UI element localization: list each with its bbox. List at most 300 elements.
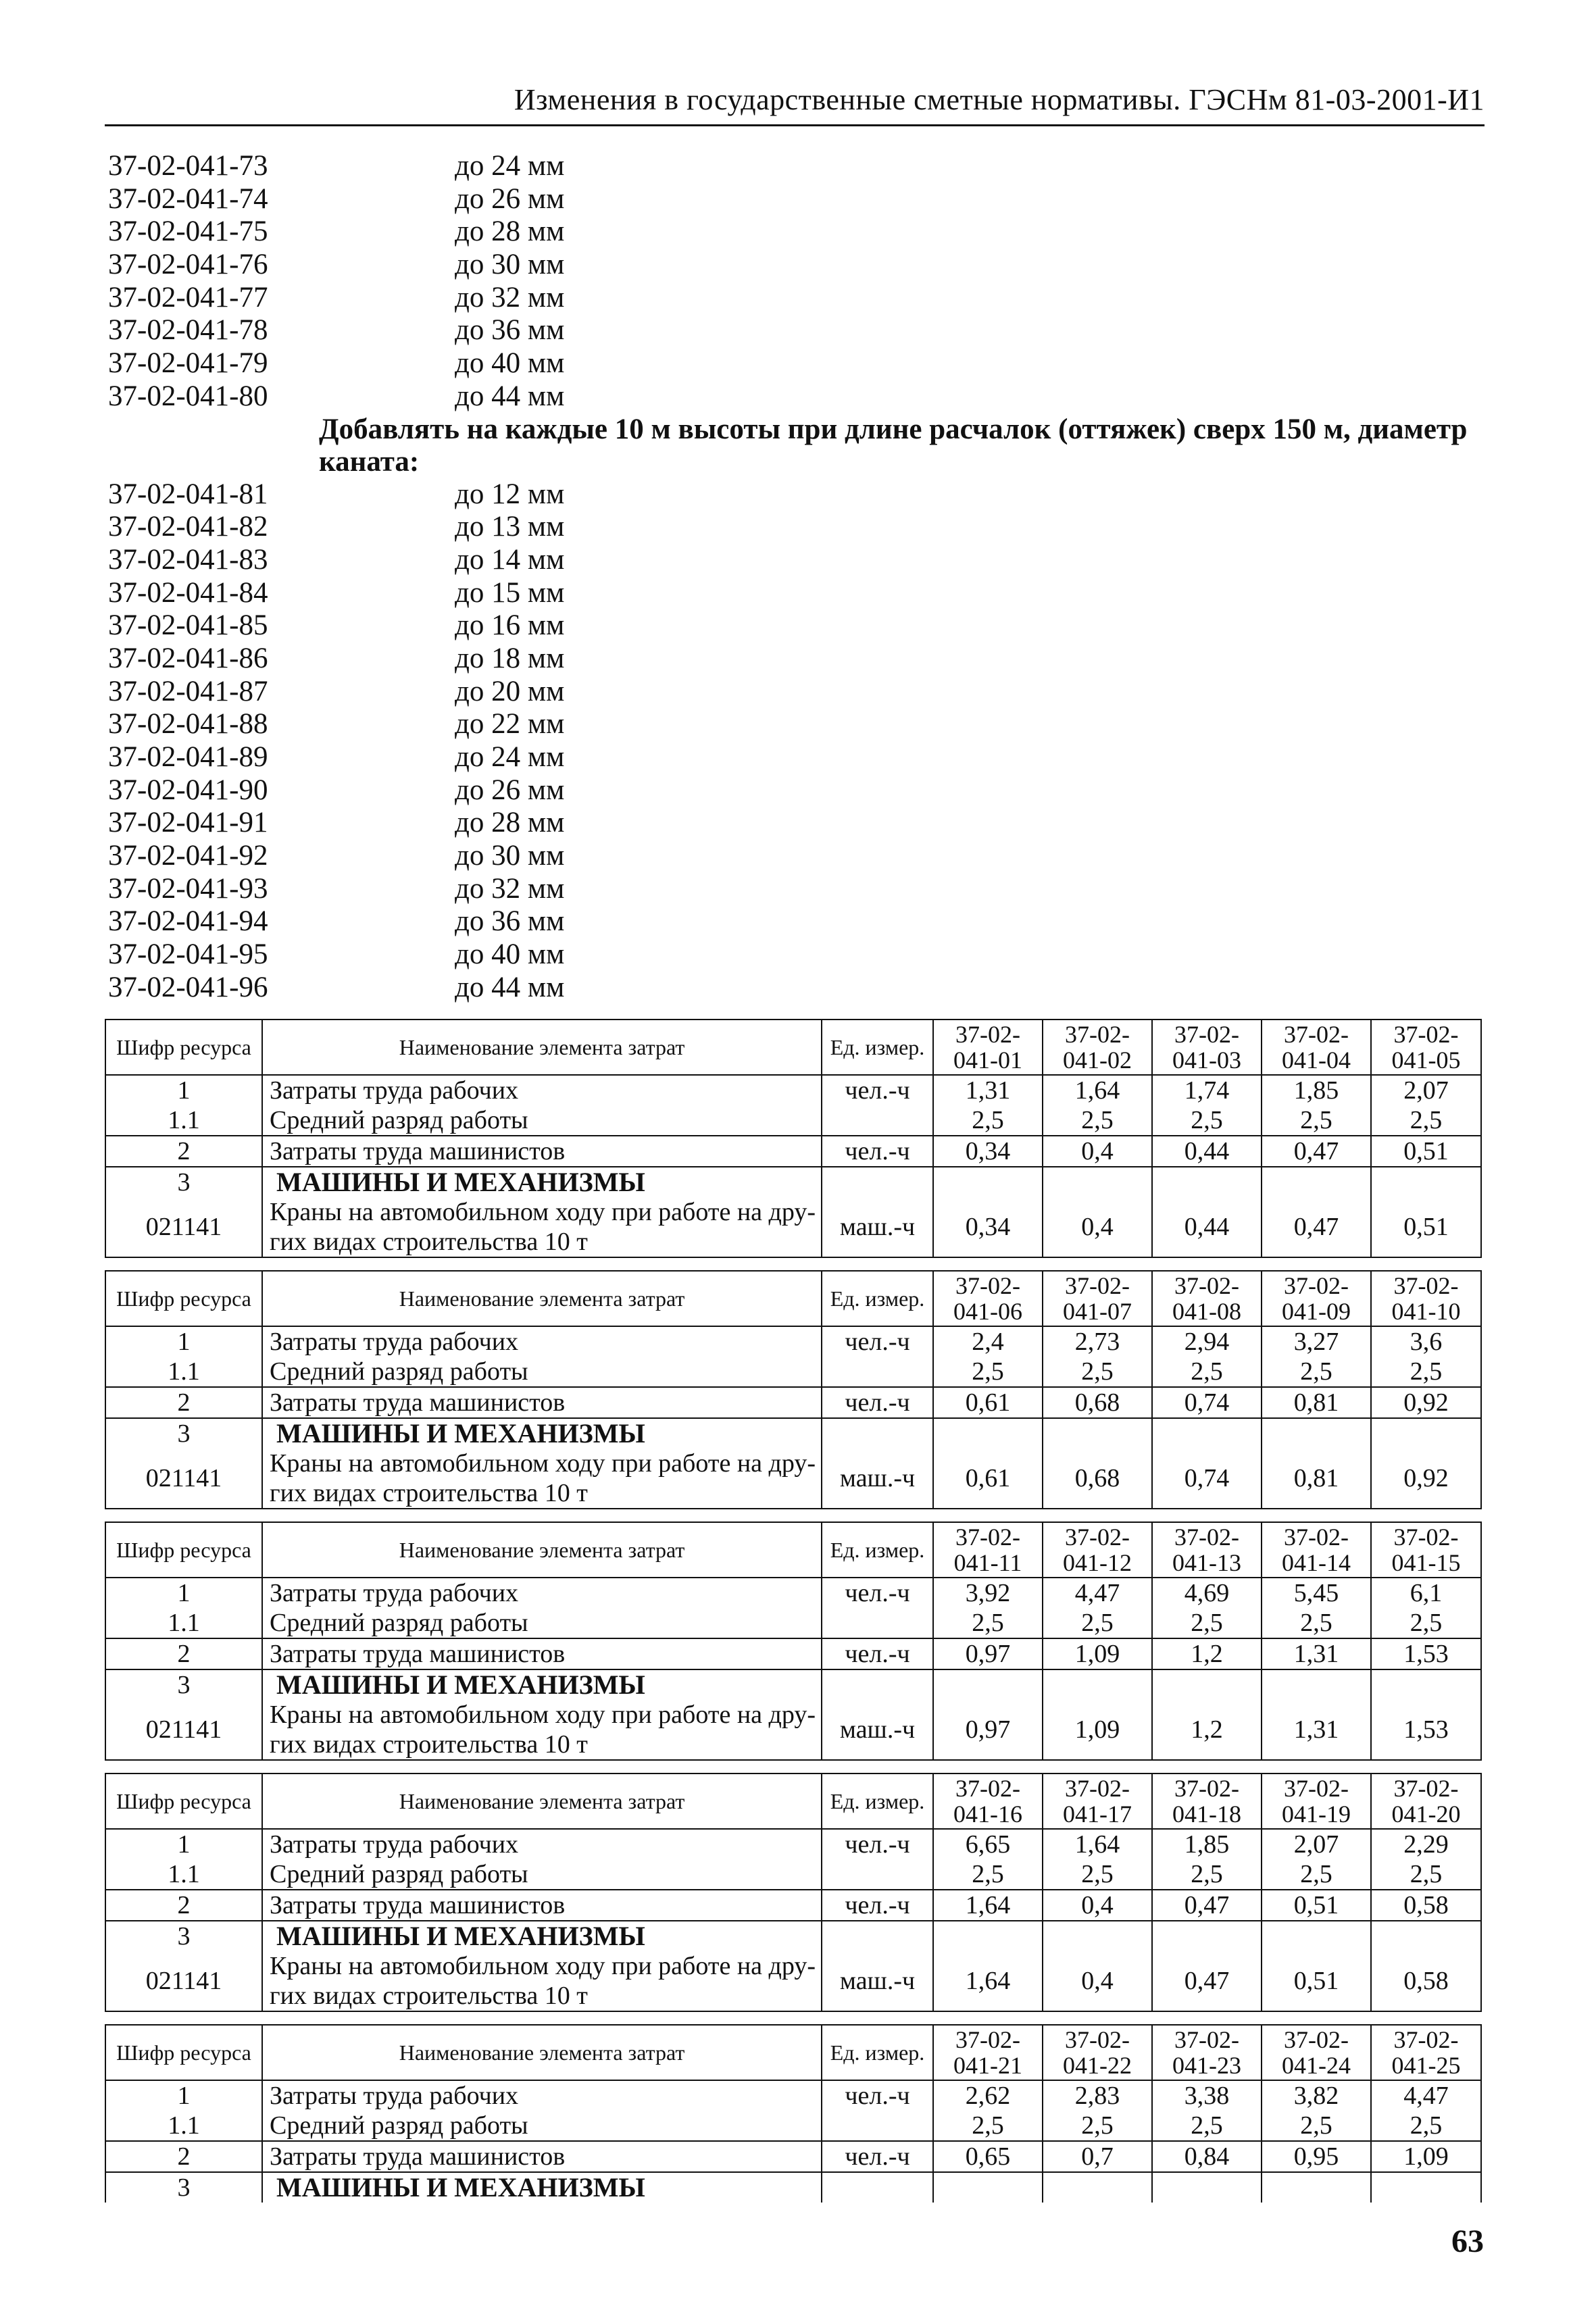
code-row (108, 249, 1487, 282)
norm-code-line-1: 37-02- (1393, 1272, 1459, 1299)
value-cell: 2,5 (1371, 2111, 1481, 2141)
value-cell: 0,47 (1152, 1951, 1262, 2011)
value-cell: 2,5 (933, 1859, 1043, 1890)
norm-code-line-2: 041-11 (953, 1549, 1022, 1576)
value-cell: 0,4 (1043, 1197, 1152, 1257)
norm-code-line-2: 041-05 (1391, 1047, 1461, 1074)
value-cell (933, 1418, 1043, 1449)
value-cell (1371, 1418, 1481, 1449)
value-cell (1152, 1669, 1262, 1700)
table-row (105, 1387, 1481, 1418)
code-row (108, 380, 1487, 413)
value-cell (1043, 1418, 1152, 1449)
row-name: Затраты труда рабочих (262, 1829, 822, 1859)
value-cell: 0,97 (933, 1638, 1043, 1669)
value-cell: 3,38 (1152, 2080, 1262, 2111)
resource-description: до 14 мм (455, 543, 565, 576)
norms-table (105, 1773, 1482, 2012)
value-cell: 2,5 (1152, 1357, 1262, 1387)
resource-code: 37-02-041-93 (108, 872, 268, 905)
header-norm-code (1152, 1774, 1262, 1829)
value-cell: 0,51 (1262, 1890, 1371, 1921)
value-cell (1152, 1921, 1262, 1951)
row-name (262, 1951, 822, 2011)
norm-code-line-2: 041-04 (1282, 1047, 1351, 1074)
value-cell: 3,27 (1262, 1326, 1371, 1357)
norm-code-line-1: 37-02- (1174, 1021, 1239, 1048)
row-code: 1 (105, 1829, 262, 1859)
value-cell: 2,5 (1152, 1105, 1262, 1136)
row-unit (822, 1921, 933, 1951)
norm-code-line-2: 041-19 (1282, 1801, 1351, 1828)
row-unit (822, 1608, 933, 1638)
row-unit: чел.-ч (822, 1136, 933, 1167)
value-cell: 1,74 (1152, 1075, 1262, 1105)
machine-name-line-1: Краны на автомобильном ходу при работе на дру- (270, 1449, 816, 1478)
value-cell: 2,5 (1043, 1859, 1152, 1890)
row-code: 021141 (105, 1951, 262, 2011)
value-cell (1043, 1921, 1152, 1951)
resource-code: 37-02-041-75 (108, 216, 268, 248)
resource-description: до 44 мм (455, 971, 565, 1003)
resource-code: 37-02-041-85 (108, 609, 268, 642)
row-name: Затраты труда рабочих (262, 1578, 822, 1608)
header-norm-code (1262, 1020, 1371, 1075)
code-row (108, 905, 1487, 938)
resource-code: 37-02-041-96 (108, 971, 268, 1003)
value-cell: 1,53 (1371, 1638, 1481, 1669)
header-norm-code (1043, 1271, 1152, 1326)
code-list (108, 150, 1487, 1005)
table-row (105, 1418, 1481, 1449)
value-cell: 4,69 (1152, 1578, 1262, 1608)
machine-name-line-1: Краны на автомобильном ходу при работе на дру- (270, 1198, 816, 1226)
header-norm-code (1371, 1774, 1481, 1829)
resource-code: 37-02-041-90 (108, 774, 268, 806)
value-cell: 2,5 (1262, 1859, 1371, 1890)
code-row (108, 478, 1487, 511)
page-number: 63 (1451, 2223, 1484, 2259)
table-row (105, 2172, 1481, 2203)
value-cell: 1,31 (933, 1075, 1043, 1105)
table-row (105, 1890, 1481, 1921)
resource-description: до 15 мм (455, 576, 565, 609)
code-row (108, 347, 1487, 380)
row-code: 2 (105, 1136, 262, 1167)
row-name: Средний разряд работы (262, 1357, 822, 1387)
norm-code-line-1: 37-02- (1174, 1524, 1239, 1551)
header-norm-code (933, 1774, 1043, 1829)
resource-description: до 13 мм (455, 511, 565, 543)
resource-description: до 22 мм (455, 708, 565, 740)
row-code: 3 (105, 1418, 262, 1449)
value-cell: 2,07 (1371, 1075, 1481, 1105)
resource-code: 37-02-041-92 (108, 840, 268, 872)
value-cell: 0,4 (1043, 1890, 1152, 1921)
table-header-row (105, 1774, 1481, 1829)
value-cell: 0,95 (1262, 2141, 1371, 2172)
value-cell: 1,09 (1043, 1700, 1152, 1760)
resource-description: до 32 мм (455, 281, 565, 313)
resource-description: до 40 мм (455, 938, 565, 971)
value-cell: 1,64 (933, 1951, 1043, 2011)
norm-code-line-2: 041-09 (1282, 1298, 1351, 1325)
value-cell: 2,5 (1371, 1357, 1481, 1387)
row-code: 1.1 (105, 1859, 262, 1890)
header-norm-code (1371, 1271, 1481, 1326)
norm-code-line-1: 37-02- (1284, 1021, 1349, 1048)
resource-description: до 20 мм (455, 675, 565, 707)
row-code: 021141 (105, 1449, 262, 1509)
norm-code-line-1: 37-02- (1065, 1021, 1130, 1048)
norms-table (105, 2024, 1482, 2203)
section-heading: МАШИНЫ И МЕХАНИЗМЫ (262, 1669, 822, 1700)
code-row (108, 938, 1487, 972)
row-unit (822, 1418, 933, 1449)
header-norm-code (1043, 2025, 1152, 2080)
value-cell: 0,58 (1371, 1951, 1481, 2011)
code-row (108, 972, 1487, 1005)
resource-description: до 44 мм (455, 380, 565, 412)
norm-code-line-1: 37-02- (1174, 1775, 1239, 1802)
value-cell (1262, 1669, 1371, 1700)
header-name: Наименование элемента затрат (262, 1522, 822, 1578)
norm-code-line-1: 37-02- (1284, 1775, 1349, 1802)
code-row (108, 544, 1487, 577)
row-unit: чел.-ч (822, 1326, 933, 1357)
value-cell (1262, 1167, 1371, 1197)
resource-code: 37-02-041-91 (108, 807, 268, 839)
row-unit: чел.-ч (822, 1829, 933, 1859)
value-cell: 2,5 (933, 1105, 1043, 1136)
section-heading: МАШИНЫ И МЕХАНИЗМЫ (262, 2172, 822, 2203)
norm-code-line-2: 041-17 (1063, 1801, 1132, 1828)
row-code: 3 (105, 1167, 262, 1197)
row-unit: маш.-ч (822, 1951, 933, 2011)
code-row (108, 511, 1487, 544)
code-row (108, 183, 1487, 216)
header-norm-code (933, 1271, 1043, 1326)
resource-description: до 28 мм (455, 807, 565, 839)
value-cell: 1,2 (1152, 1638, 1262, 1669)
header-norm-code (1043, 1522, 1152, 1578)
row-name (262, 1197, 822, 1257)
norm-code-line-1: 37-02- (1393, 1775, 1459, 1802)
header-norm-code (1262, 1774, 1371, 1829)
header-norm-code (1262, 1271, 1371, 1326)
norm-code-line-1: 37-02- (1174, 2026, 1239, 2053)
row-name: Затраты труда машинистов (262, 2141, 822, 2172)
table-header-row (105, 1271, 1481, 1326)
resource-code: 37-02-041-76 (108, 249, 268, 281)
table-row (105, 2141, 1481, 2172)
value-cell: 1,09 (1043, 1638, 1152, 1669)
value-cell: 0,65 (933, 2141, 1043, 2172)
resource-description: до 16 мм (455, 609, 565, 642)
row-name: Средний разряд работы (262, 1105, 822, 1136)
value-cell: 2,5 (933, 1608, 1043, 1638)
machine-name-line-2: гих видах строительства 10 т (270, 1228, 588, 1256)
header-name: Наименование элемента затрат (262, 2025, 822, 2080)
value-cell: 1,85 (1152, 1829, 1262, 1859)
row-code: 3 (105, 1921, 262, 1951)
norm-code-line-1: 37-02- (1284, 1272, 1349, 1299)
header-norm-code (933, 1020, 1043, 1075)
table-row (105, 1326, 1481, 1357)
row-unit: чел.-ч (822, 1638, 933, 1669)
resource-code: 37-02-041-79 (108, 347, 268, 380)
code-row (108, 807, 1487, 840)
value-cell: 2,94 (1152, 1326, 1262, 1357)
header-unit: Ед. измер. (822, 1271, 933, 1326)
table-header-row (105, 1522, 1481, 1578)
value-cell: 1,09 (1371, 2141, 1481, 2172)
row-unit (822, 1859, 933, 1890)
norm-code-line-2: 041-13 (1172, 1549, 1241, 1576)
table-row (105, 1700, 1481, 1760)
value-cell: 0,81 (1262, 1449, 1371, 1509)
row-unit (822, 1167, 933, 1197)
row-code: 1 (105, 1326, 262, 1357)
value-cell: 2,5 (1043, 2111, 1152, 2141)
norm-code-line-1: 37-02- (1393, 1524, 1459, 1551)
value-cell: 0,58 (1371, 1890, 1481, 1921)
row-unit: чел.-ч (822, 1578, 933, 1608)
value-cell (933, 1167, 1043, 1197)
value-cell: 0,47 (1262, 1197, 1371, 1257)
resource-description: до 26 мм (455, 774, 565, 806)
value-cell: 1,64 (933, 1890, 1043, 1921)
row-code: 2 (105, 1387, 262, 1418)
norm-code-line-2: 041-01 (953, 1047, 1022, 1074)
resource-code: 37-02-041-95 (108, 938, 268, 971)
value-cell: 0,34 (933, 1197, 1043, 1257)
table-row (105, 1859, 1481, 1890)
norm-code-line-1: 37-02- (955, 1775, 1020, 1802)
value-cell: 0,97 (933, 1700, 1043, 1760)
resource-code: 37-02-041-80 (108, 380, 268, 412)
value-cell: 2,5 (1262, 1608, 1371, 1638)
value-cell (933, 2172, 1043, 2203)
value-cell: 3,82 (1262, 2080, 1371, 2111)
value-cell: 2,5 (1371, 1608, 1481, 1638)
value-cell: 0,81 (1262, 1387, 1371, 1418)
row-unit (822, 2172, 933, 2203)
row-name: Затраты труда рабочих (262, 1326, 822, 1357)
header-norm-code (1152, 1271, 1262, 1326)
row-code: 1.1 (105, 1608, 262, 1638)
code-row (108, 873, 1487, 906)
table-row (105, 1608, 1481, 1638)
value-cell (1152, 2172, 1262, 2203)
norm-code-line-1: 37-02- (955, 2026, 1020, 2053)
table-row (105, 1197, 1481, 1257)
value-cell: 0,44 (1152, 1136, 1262, 1167)
header-name: Наименование элемента затрат (262, 1020, 822, 1075)
value-cell: 0,47 (1262, 1136, 1371, 1167)
row-unit: маш.-ч (822, 1197, 933, 1257)
resource-code: 37-02-041-73 (108, 150, 268, 182)
norm-code-line-2: 041-18 (1172, 1801, 1241, 1828)
resource-code: 37-02-041-74 (108, 182, 268, 215)
norm-code-line-2: 041-12 (1063, 1549, 1132, 1576)
code-row (108, 314, 1487, 347)
value-cell: 0,51 (1262, 1951, 1371, 2011)
header-code: Шифр ресурса (105, 1271, 262, 1326)
norm-code-line-1: 37-02- (1065, 1524, 1130, 1551)
code-row (108, 150, 1487, 183)
row-code: 021141 (105, 1700, 262, 1760)
value-cell: 3,92 (933, 1578, 1043, 1608)
note-text: Добавлять на каждые 10 м высоты при длине расчалок (оттяжек) сверх 150 м, диаметр каната: (319, 413, 1468, 478)
norms-table (105, 1521, 1482, 1761)
resource-code: 37-02-041-94 (108, 905, 268, 938)
value-cell (1371, 1921, 1481, 1951)
value-cell: 2,4 (933, 1326, 1043, 1357)
value-cell: 1,53 (1371, 1700, 1481, 1760)
norm-code-line-2: 041-20 (1391, 1801, 1461, 1828)
norm-code-line-2: 041-25 (1391, 2052, 1461, 2079)
machine-name-line-2: гих видах строительства 10 т (270, 1730, 588, 1759)
norm-code-line-1: 37-02- (1065, 2026, 1130, 2053)
resource-description: до 30 мм (455, 249, 565, 281)
value-cell: 0,47 (1152, 1890, 1262, 1921)
header-norm-code (1262, 1522, 1371, 1578)
table-row (105, 2111, 1481, 2141)
code-row (108, 577, 1487, 610)
value-cell: 2,5 (1043, 1608, 1152, 1638)
value-cell: 2,5 (1262, 1357, 1371, 1387)
value-cell: 1,2 (1152, 1700, 1262, 1760)
row-unit: чел.-ч (822, 1890, 933, 1921)
row-code: 1 (105, 1578, 262, 1608)
value-cell: 2,5 (1371, 1859, 1481, 1890)
table-row (105, 1449, 1481, 1509)
table-row (105, 1075, 1481, 1105)
resource-description: до 40 мм (455, 347, 565, 380)
value-cell: 4,47 (1371, 2080, 1481, 2111)
value-cell: 0,84 (1152, 2141, 1262, 2172)
value-cell: 0,4 (1043, 1136, 1152, 1167)
row-name: Затраты труда рабочих (262, 2080, 822, 2111)
row-code: 021141 (105, 1197, 262, 1257)
value-cell (1371, 1669, 1481, 1700)
norm-code-line-2: 041-15 (1391, 1549, 1461, 1576)
value-cell: 1,64 (1043, 1075, 1152, 1105)
header-norm-code (1371, 2025, 1481, 2080)
header-name: Наименование элемента затрат (262, 1774, 822, 1829)
header-norm-code (1043, 1020, 1152, 1075)
value-cell: 2,5 (933, 1357, 1043, 1387)
table-row (105, 1578, 1481, 1608)
norm-code-line-1: 37-02- (1393, 2026, 1459, 2053)
value-cell: 2,5 (1152, 1608, 1262, 1638)
header-norm-code (933, 1522, 1043, 1578)
header-norm-code (933, 2025, 1043, 2080)
norm-code-line-1: 37-02- (1393, 1021, 1459, 1048)
row-unit: чел.-ч (822, 1075, 933, 1105)
resource-code: 37-02-041-82 (108, 511, 268, 543)
value-cell: 0,74 (1152, 1449, 1262, 1509)
value-cell: 5,45 (1262, 1578, 1371, 1608)
code-row (108, 282, 1487, 315)
header-norm-code (1371, 1522, 1481, 1578)
resource-description: до 12 мм (455, 478, 565, 510)
resource-description: до 36 мм (455, 905, 565, 938)
norm-code-line-2: 041-16 (953, 1801, 1022, 1828)
norm-code-line-1: 37-02- (955, 1524, 1020, 1551)
code-row (108, 840, 1487, 873)
value-cell: 0,61 (933, 1449, 1043, 1509)
value-cell (1371, 1167, 1481, 1197)
value-cell: 6,65 (933, 1829, 1043, 1859)
value-cell: 0,51 (1371, 1197, 1481, 1257)
code-row (108, 609, 1487, 643)
norm-code-line-2: 041-06 (953, 1298, 1022, 1325)
row-code: 2 (105, 1638, 262, 1669)
table-row (105, 1669, 1481, 1700)
code-row (108, 708, 1487, 741)
section-heading: МАШИНЫ И МЕХАНИЗМЫ (262, 1921, 822, 1951)
value-cell: 1,64 (1043, 1829, 1152, 1859)
code-row (108, 643, 1487, 676)
value-cell: 1,31 (1262, 1638, 1371, 1669)
value-cell: 2,5 (1043, 1357, 1152, 1387)
code-row (108, 216, 1487, 249)
value-cell: 2,5 (1043, 1105, 1152, 1136)
header-code: Шифр ресурса (105, 1020, 262, 1075)
value-cell: 2,5 (1262, 1105, 1371, 1136)
table-row (105, 2080, 1481, 2111)
row-code: 2 (105, 1890, 262, 1921)
value-cell (1152, 1418, 1262, 1449)
table-row (105, 1638, 1481, 1669)
row-code: 3 (105, 2172, 262, 2203)
value-cell: 0,74 (1152, 1387, 1262, 1418)
resource-code: 37-02-041-84 (108, 576, 268, 609)
norm-code-line-1: 37-02- (1174, 1272, 1239, 1299)
norm-code-line-2: 041-24 (1282, 2052, 1351, 2079)
resource-description: до 24 мм (455, 741, 565, 773)
norm-code-line-2: 041-02 (1063, 1047, 1132, 1074)
value-cell (1043, 2172, 1152, 2203)
row-code: 1 (105, 1075, 262, 1105)
value-cell (1262, 2172, 1371, 2203)
header-unit: Ед. измер. (822, 1774, 933, 1829)
value-cell (1043, 1669, 1152, 1700)
resource-description: до 36 мм (455, 314, 565, 347)
value-cell: 2,62 (933, 2080, 1043, 2111)
value-cell: 4,47 (1043, 1578, 1152, 1608)
value-cell (1262, 1418, 1371, 1449)
norm-code-line-2: 041-23 (1172, 2052, 1241, 2079)
value-cell: 2,29 (1371, 1829, 1481, 1859)
value-cell: 0,92 (1371, 1449, 1481, 1509)
row-name: Затраты труда машинистов (262, 1890, 822, 1921)
header-unit: Ед. измер. (822, 2025, 933, 2080)
value-cell: 0,51 (1371, 1136, 1481, 1167)
section-heading: МАШИНЫ И МЕХАНИЗМЫ (262, 1418, 822, 1449)
value-cell: 0,4 (1043, 1951, 1152, 2011)
norm-code-line-2: 041-07 (1063, 1298, 1132, 1325)
row-name: Средний разряд работы (262, 2111, 822, 2141)
table-row (105, 1357, 1481, 1387)
norms-table (105, 1270, 1482, 1509)
norm-code-line-1: 37-02- (955, 1021, 1020, 1048)
value-cell: 2,83 (1043, 2080, 1152, 2111)
row-name: Затраты труда машинистов (262, 1387, 822, 1418)
norms-table (105, 1019, 1482, 1258)
